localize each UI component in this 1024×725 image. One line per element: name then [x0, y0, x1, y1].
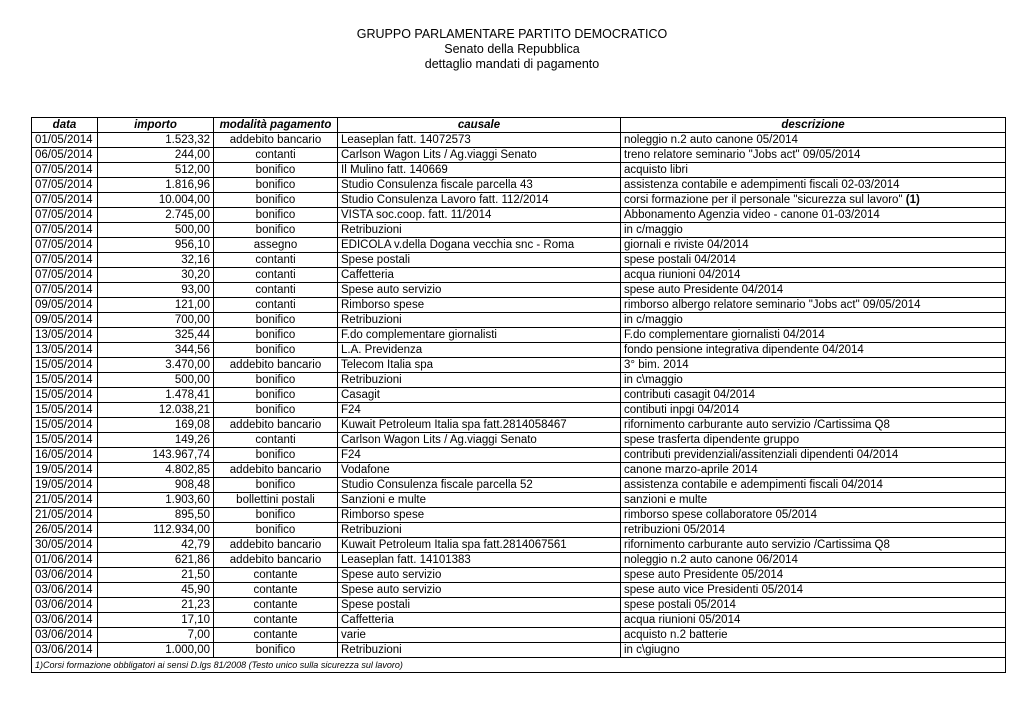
table-row [32, 298, 1006, 313]
cell-modalita: bonifico [214, 328, 338, 343]
table-row [32, 448, 1006, 463]
cell-data: 19/05/2014 [32, 478, 98, 493]
document-subtitle: dettaglio mandati di pagamento [424, 57, 600, 71]
cell-causale: Carlson Wagon Lits / Ag.viaggi Senato [338, 433, 621, 448]
cell-modalita: contante [214, 568, 338, 583]
cell-importo: 895,50 [98, 508, 214, 523]
cell-modalita: bonifico [214, 223, 338, 238]
cell-modalita: bonifico [214, 193, 338, 208]
cell-modalita: contanti [214, 298, 338, 313]
cell-descrizione: giornali e riviste 04/2014 [621, 238, 1006, 253]
group-title: GRUPPO PARLAMENTARE PARTITO DEMOCRATICO [356, 27, 668, 41]
table-row [32, 583, 1006, 598]
cell-descrizione: contibuti inpgi 04/2014 [621, 403, 1006, 418]
cell-descrizione: contributi previdenziali/assitenziali dipendenti 04/2014 [621, 448, 1006, 463]
cell-descrizione: spese auto Presidente 04/2014 [621, 283, 1006, 298]
cell-causale: Vodafone [338, 463, 621, 478]
cell-importo: 32,16 [98, 253, 214, 268]
cell-importo: 10.004,00 [98, 193, 214, 208]
cell-descrizione: spese postali 05/2014 [621, 598, 1006, 613]
cell-data: 21/05/2014 [32, 493, 98, 508]
cell-descrizione: noleggio n.2 auto canone 06/2014 [621, 553, 1006, 568]
cell-causale: varie [338, 628, 621, 643]
cell-descrizione: contributi casagit 04/2014 [621, 388, 1006, 403]
cell-data: 07/05/2014 [32, 223, 98, 238]
cell-descrizione: in c\giugno [621, 643, 1006, 658]
table-row [32, 388, 1006, 403]
cell-data: 15/05/2014 [32, 373, 98, 388]
cell-data: 15/05/2014 [32, 418, 98, 433]
cell-causale: Spese postali [338, 253, 621, 268]
cell-data: 07/05/2014 [32, 253, 98, 268]
cell-importo: 244,00 [98, 148, 214, 163]
cell-data: 03/06/2014 [32, 583, 98, 598]
cell-modalita: contante [214, 583, 338, 598]
cell-descrizione: 3° bim. 2014 [621, 358, 1006, 373]
table-row [32, 283, 1006, 298]
cell-descrizione: spese auto Presidente 05/2014 [621, 568, 1006, 583]
cell-causale: Rimborso spese [338, 508, 621, 523]
cell-importo: 3.470,00 [98, 358, 214, 373]
table-row [32, 253, 1006, 268]
cell-causale: L.A. Previdenza [338, 343, 621, 358]
cell-modalita: contanti [214, 283, 338, 298]
cell-causale: F.do complementare giornalisti [338, 328, 621, 343]
cell-descrizione: spese postali 04/2014 [621, 253, 1006, 268]
table-row [32, 343, 1006, 358]
column-header-causale: causale [338, 118, 621, 133]
cell-importo: 4.802,85 [98, 463, 214, 478]
table-row [32, 223, 1006, 238]
cell-data: 15/05/2014 [32, 403, 98, 418]
cell-data: 19/05/2014 [32, 463, 98, 478]
table-row [32, 238, 1006, 253]
cell-modalita: contanti [214, 268, 338, 283]
cell-data: 09/05/2014 [32, 313, 98, 328]
cell-descrizione: rimborso spese collaboratore 05/2014 [621, 508, 1006, 523]
cell-descrizione: in c\maggio [621, 373, 1006, 388]
table-row [32, 148, 1006, 163]
cell-importo: 121,00 [98, 298, 214, 313]
cell-data: 07/05/2014 [32, 268, 98, 283]
cell-descrizione: sanzioni e multe [621, 493, 1006, 508]
table-row [32, 523, 1006, 538]
cell-descrizione: noleggio n.2 auto canone 05/2014 [621, 133, 1006, 148]
table-row [32, 463, 1006, 478]
cell-importo: 143.967,74 [98, 448, 214, 463]
cell-modalita: contante [214, 598, 338, 613]
cell-descrizione: rifornimento carburante auto servizio /Cartissima Q8 [621, 538, 1006, 553]
cell-importo: 45,90 [98, 583, 214, 598]
cell-causale: Retribuzioni [338, 643, 621, 658]
cell-importo: 93,00 [98, 283, 214, 298]
cell-data: 01/06/2014 [32, 553, 98, 568]
footnote: 1)Corsi formazione obbligatori ai sensi D.lgs 81/2008 (Testo unico sulla sicurezza sul lavoro) [32, 658, 1006, 673]
cell-modalita: contanti [214, 148, 338, 163]
cell-causale: Retribuzioni [338, 223, 621, 238]
cell-modalita: bonifico [214, 373, 338, 388]
cell-modalita: bonifico [214, 313, 338, 328]
cell-descrizione: corsi formazione per il personale "sicurezza sul lavoro" (1) [621, 193, 1006, 208]
table-row [32, 493, 1006, 508]
cell-modalita: addebito bancario [214, 358, 338, 373]
cell-descrizione: retribuzioni 05/2014 [621, 523, 1006, 538]
cell-data: 30/05/2014 [32, 538, 98, 553]
table-row [32, 538, 1006, 553]
table-row [32, 478, 1006, 493]
cell-importo: 325,44 [98, 328, 214, 343]
cell-descrizione: canone marzo-aprile 2014 [621, 463, 1006, 478]
cell-descrizione: acqua riunioni 05/2014 [621, 613, 1006, 628]
cell-causale: Caffetteria [338, 613, 621, 628]
cell-data: 03/06/2014 [32, 643, 98, 658]
footnote-row [32, 658, 1006, 673]
cell-causale: Leaseplan fatt. 14101383 [338, 553, 621, 568]
cell-importo: 956,10 [98, 238, 214, 253]
table-row [32, 598, 1006, 613]
cell-data: 07/05/2014 [32, 238, 98, 253]
cell-descrizione: Abbonamento Agenzia video - canone 01-03/2014 [621, 208, 1006, 223]
cell-data: 07/05/2014 [32, 193, 98, 208]
cell-data: 13/05/2014 [32, 328, 98, 343]
cell-importo: 908,48 [98, 478, 214, 493]
cell-modalita: contante [214, 628, 338, 643]
cell-modalita: bonifico [214, 343, 338, 358]
cell-modalita: assegno [214, 238, 338, 253]
cell-descrizione: acqua riunioni 04/2014 [621, 268, 1006, 283]
table-row [32, 403, 1006, 418]
cell-data: 16/05/2014 [32, 448, 98, 463]
cell-causale: Spese auto servizio [338, 568, 621, 583]
cell-importo: 112.934,00 [98, 523, 214, 538]
cell-modalita: contante [214, 613, 338, 628]
cell-causale: Il Mulino fatt. 140669 [338, 163, 621, 178]
cell-causale: Spese auto servizio [338, 583, 621, 598]
table-row [32, 133, 1006, 148]
table-row [32, 163, 1006, 178]
table-row [32, 358, 1006, 373]
cell-importo: 1.903,60 [98, 493, 214, 508]
table-row [32, 643, 1006, 658]
cell-modalita: bonifico [214, 208, 338, 223]
cell-causale: Telecom Italia spa [338, 358, 621, 373]
cell-modalita: addebito bancario [214, 133, 338, 148]
cell-importo: 500,00 [98, 223, 214, 238]
cell-causale: Casagit [338, 388, 621, 403]
column-header-modalita: modalità pagamento [214, 118, 338, 133]
cell-modalita: bonifico [214, 163, 338, 178]
cell-data: 07/05/2014 [32, 283, 98, 298]
cell-causale: Rimborso spese [338, 298, 621, 313]
cell-causale: F24 [338, 448, 621, 463]
cell-data: 07/05/2014 [32, 163, 98, 178]
cell-descrizione: in c/maggio [621, 313, 1006, 328]
cell-causale: Kuwait Petroleum Italia spa fatt.2814067561 [338, 538, 621, 553]
cell-data: 01/05/2014 [32, 133, 98, 148]
cell-descrizione: acquisto libri [621, 163, 1006, 178]
cell-data: 21/05/2014 [32, 508, 98, 523]
cell-importo: 30,20 [98, 268, 214, 283]
cell-modalita: contanti [214, 253, 338, 268]
cell-causale: Studio Consulenza fiscale parcella 43 [338, 178, 621, 193]
cell-causale: Carlson Wagon Lits / Ag.viaggi Senato [338, 148, 621, 163]
cell-importo: 512,00 [98, 163, 214, 178]
table-row [32, 208, 1006, 223]
table-row [32, 178, 1006, 193]
cell-data: 15/05/2014 [32, 388, 98, 403]
cell-descrizione: rifornimento carburante auto servizio /Cartissima Q8 [621, 418, 1006, 433]
cell-causale: F24 [338, 403, 621, 418]
cell-modalita: bonifico [214, 403, 338, 418]
cell-data: 03/06/2014 [32, 568, 98, 583]
cell-modalita: bonifico [214, 178, 338, 193]
cell-descrizione: fondo pensione integrativa dipendente 04/2014 [621, 343, 1006, 358]
table-row [32, 193, 1006, 208]
cell-causale: Sanzioni e multe [338, 493, 621, 508]
table-body [32, 133, 1006, 658]
cell-data: 09/05/2014 [32, 298, 98, 313]
cell-importo: 17,10 [98, 613, 214, 628]
cell-importo: 21,50 [98, 568, 214, 583]
cell-data: 03/06/2014 [32, 598, 98, 613]
table-row [32, 328, 1006, 343]
cell-modalita: addebito bancario [214, 538, 338, 553]
cell-descrizione: assistenza contabile e adempimenti fiscali 02-03/2014 [621, 178, 1006, 193]
cell-descrizione: spese auto vice Presidenti 05/2014 [621, 583, 1006, 598]
cell-importo: 7,00 [98, 628, 214, 643]
cell-data: 26/05/2014 [32, 523, 98, 538]
table-row [32, 508, 1006, 523]
cell-modalita: addebito bancario [214, 553, 338, 568]
table-row [32, 568, 1006, 583]
cell-descrizione: rimborso albergo relatore seminario "Jobs act" 09/05/2014 [621, 298, 1006, 313]
cell-data: 07/05/2014 [32, 178, 98, 193]
cell-causale: Retribuzioni [338, 373, 621, 388]
cell-importo: 2.745,00 [98, 208, 214, 223]
cell-data: 15/05/2014 [32, 433, 98, 448]
cell-modalita: bonifico [214, 523, 338, 538]
cell-causale: VISTA soc.coop. fatt. 11/2014 [338, 208, 621, 223]
cell-causale: Retribuzioni [338, 523, 621, 538]
cell-importo: 700,00 [98, 313, 214, 328]
cell-descrizione: assistenza contabile e adempimenti fiscali 04/2014 [621, 478, 1006, 493]
cell-data: 03/06/2014 [32, 628, 98, 643]
cell-causale: Caffetteria [338, 268, 621, 283]
footnote-marker: (1) [905, 194, 920, 206]
cell-modalita: addebito bancario [214, 463, 338, 478]
cell-modalita: bonifico [214, 643, 338, 658]
cell-importo: 169,08 [98, 418, 214, 433]
cell-descrizione: spese trasferta dipendente gruppo [621, 433, 1006, 448]
table-row [32, 433, 1006, 448]
cell-importo: 621,86 [98, 553, 214, 568]
payments-table [31, 117, 1006, 673]
table-row [32, 418, 1006, 433]
cell-modalita: addebito bancario [214, 418, 338, 433]
cell-importo: 500,00 [98, 373, 214, 388]
cell-importo: 21,23 [98, 598, 214, 613]
cell-importo: 42,79 [98, 538, 214, 553]
cell-importo: 149,26 [98, 433, 214, 448]
cell-importo: 344,56 [98, 343, 214, 358]
table-row [32, 373, 1006, 388]
cell-descrizione: F.do complementare giornalisti 04/2014 [621, 328, 1006, 343]
table-header-row [32, 118, 1006, 133]
cell-importo: 12.038,21 [98, 403, 214, 418]
column-header-importo: importo [98, 118, 214, 133]
cell-causale: EDICOLA v.della Dogana vecchia snc - Roma [338, 238, 621, 253]
table-row [32, 268, 1006, 283]
cell-descrizione: treno relatore seminario "Jobs act" 09/05/2014 [621, 148, 1006, 163]
cell-modalita: bonifico [214, 508, 338, 523]
document-header [0, 27, 1024, 72]
cell-data: 03/06/2014 [32, 613, 98, 628]
table-row [32, 313, 1006, 328]
cell-causale: Spese postali [338, 598, 621, 613]
column-header-data: data [32, 118, 98, 133]
cell-modalita: bonifico [214, 388, 338, 403]
cell-causale: Retribuzioni [338, 313, 621, 328]
cell-data: 13/05/2014 [32, 343, 98, 358]
column-header-descrizione: descrizione [621, 118, 1006, 133]
cell-modalita: bollettini postali [214, 493, 338, 508]
cell-importo: 1.000,00 [98, 643, 214, 658]
cell-descrizione: acquisto n.2 batterie [621, 628, 1006, 643]
cell-modalita: bonifico [214, 478, 338, 493]
cell-descrizione: in c/maggio [621, 223, 1006, 238]
cell-importo: 1.523,32 [98, 133, 214, 148]
table-row [32, 628, 1006, 643]
cell-importo: 1.478,41 [98, 388, 214, 403]
cell-causale: Leaseplan fatt. 14072573 [338, 133, 621, 148]
cell-data: 07/05/2014 [32, 208, 98, 223]
cell-importo: 1.816,96 [98, 178, 214, 193]
cell-modalita: contanti [214, 433, 338, 448]
cell-causale: Kuwait Petroleum Italia spa fatt.2814058467 [338, 418, 621, 433]
cell-causale: Spese auto servizio [338, 283, 621, 298]
cell-causale: Studio Consulenza Lavoro fatt. 112/2014 [338, 193, 621, 208]
table-row [32, 613, 1006, 628]
cell-data: 15/05/2014 [32, 358, 98, 373]
cell-modalita: bonifico [214, 448, 338, 463]
table-row [32, 553, 1006, 568]
institution-subtitle: Senato della Repubblica [444, 42, 580, 56]
cell-data: 06/05/2014 [32, 148, 98, 163]
cell-causale: Studio Consulenza fiscale parcella 52 [338, 478, 621, 493]
